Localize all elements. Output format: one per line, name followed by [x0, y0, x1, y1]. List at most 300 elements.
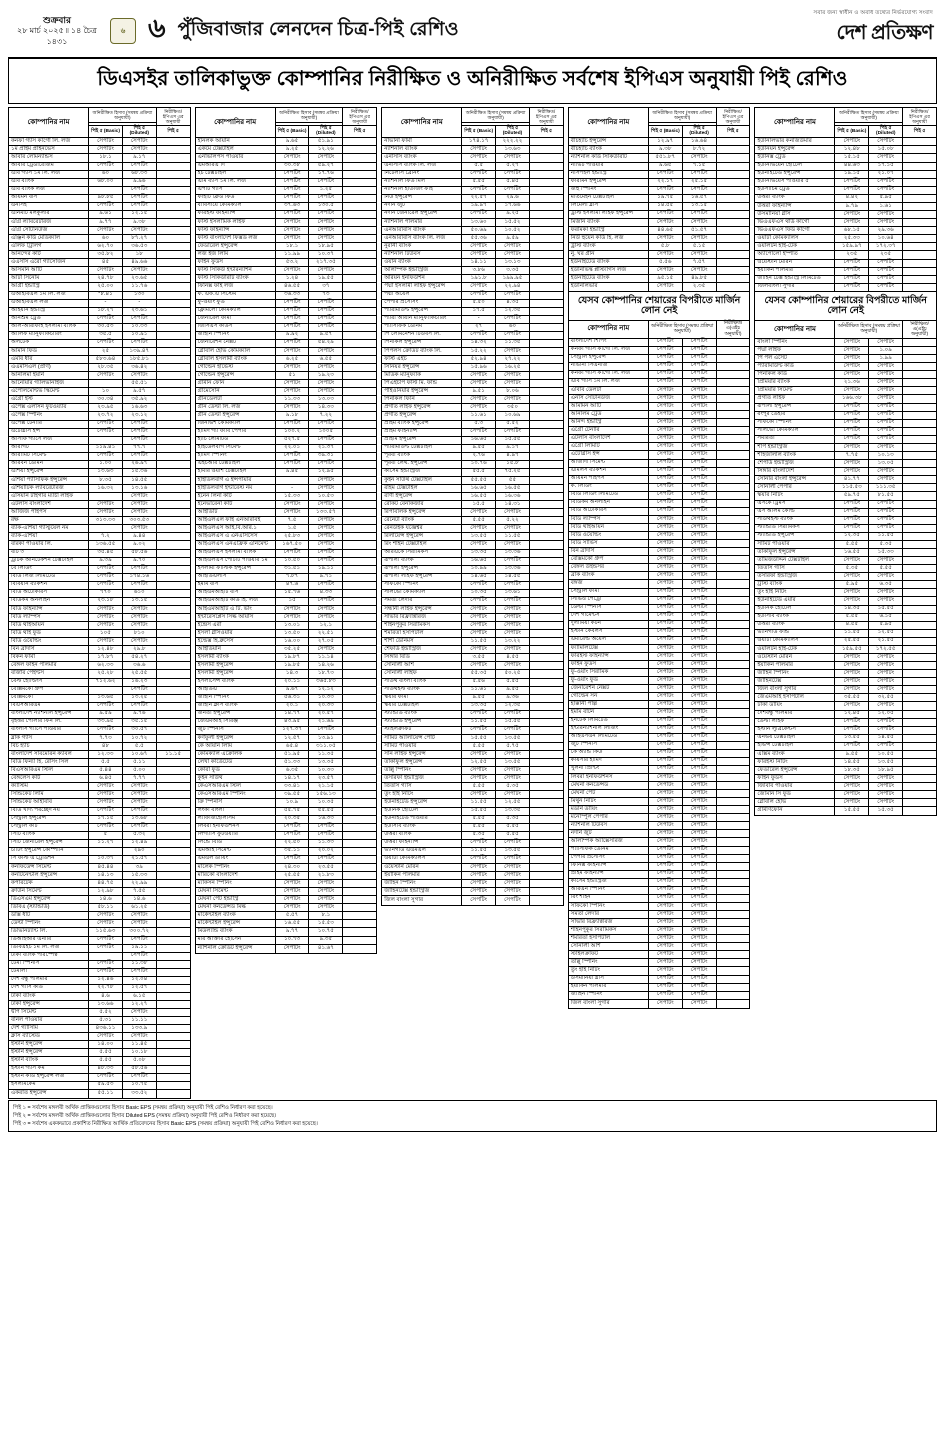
pe-value-cell [156, 847, 190, 855]
pe-value-cell: ১১.২৭ [89, 839, 123, 847]
company-name-cell: পাইওনিয়ার ইন্সুরেন্স [382, 388, 462, 396]
pe-value-cell [529, 734, 563, 742]
pe-value-cell: সেপটিং [682, 725, 716, 733]
pe-value-cell [716, 243, 750, 251]
table-row [568, 669, 750, 677]
table-row [195, 267, 377, 275]
table-row [755, 202, 937, 210]
pe-value-cell: - [462, 315, 496, 323]
company-name-cell: রক্ষ [9, 517, 89, 525]
pe-value-cell [343, 920, 377, 928]
table-row [568, 459, 750, 467]
company-name-cell: নিটেলসি ব্রেনিং [382, 170, 462, 178]
table-row [195, 783, 377, 791]
th-basic: পিই ৫ (Basic) [835, 125, 869, 138]
pe-value-cell [156, 380, 190, 388]
pe-value-cell: ১৪.১৩ [89, 872, 123, 880]
pe-value-cell: সেপটিং [122, 227, 156, 235]
pe-value-cell [529, 847, 563, 855]
pe-value-cell: সেপটিং [648, 878, 682, 886]
pe-value-cell [529, 210, 563, 218]
pe-value-cell: সেপটিং [122, 339, 156, 347]
company-name-cell: সমতা লেদার [382, 597, 462, 605]
pe-value-cell: সেপটিং [648, 386, 682, 394]
pe-value-cell: সেপটিং [462, 509, 496, 517]
table-row [755, 548, 937, 556]
pe-value-cell [343, 638, 377, 646]
pe-value-cell: ১৩.৬৬ [89, 1001, 123, 1009]
company-name-cell: নর্দার্ন জুট [568, 830, 648, 838]
pe-value-cell: ১৩.৫৫ [496, 847, 530, 855]
pe-value-cell: সেপটিং [682, 378, 716, 386]
pe-value-cell [275, 476, 309, 484]
pe-value-cell: সেপটিং [682, 427, 716, 435]
pe-value-cell [529, 428, 563, 436]
pe-value-cell [156, 944, 190, 952]
company-name-cell: ফার্স্ট সিকিউরিটি ব্যাংক [195, 275, 275, 283]
pe-value-cell [156, 1009, 190, 1017]
pe-value-cell: ২১.০৭ [869, 170, 903, 178]
pe-value-cell: ৩৯ [122, 863, 156, 871]
pe-value-cell: সেপটিং [462, 396, 496, 404]
table-row [195, 146, 377, 154]
pe-value-cell: সেপটিং [835, 186, 869, 194]
pe-value-cell [529, 396, 563, 404]
table-row [568, 701, 750, 709]
pe-value-cell: সেপটিং [309, 299, 343, 307]
pe-value-cell [716, 886, 750, 894]
table-row [382, 485, 564, 493]
pe-value-cell: সেপটিং [462, 525, 496, 533]
pe-value-cell [343, 218, 377, 226]
pe-value-cell: সেপটিং [648, 395, 682, 403]
pe-value-cell [529, 541, 563, 549]
table-row [195, 710, 377, 718]
table-row [568, 951, 750, 959]
table-row [755, 767, 937, 775]
pe-value-cell [156, 960, 190, 968]
pe-value-cell: সেপটিং [835, 589, 869, 597]
pe-value-cell [903, 694, 937, 702]
pe-value-cell: ২৫.৩৩ [835, 235, 869, 243]
pe-value-cell [343, 428, 377, 436]
table-row [9, 485, 191, 493]
pe-value-cell: ১৩.১৩ [496, 259, 530, 267]
pe-value-cell: ৬১০ [122, 589, 156, 597]
company-name-cell: ওয়ান ব্যাংক [382, 259, 462, 267]
pe-value-cell: ৯.৭৭ [89, 218, 123, 226]
pe-value-cell: ১১.৩৮ [122, 960, 156, 968]
pe-value-cell: সেপটিং [648, 773, 682, 781]
table-row [9, 565, 191, 573]
pe-value-cell: ১১.৯৯ [275, 251, 309, 259]
table-row [9, 420, 191, 428]
pe-value-cell: - [89, 299, 123, 307]
table-row [195, 283, 377, 291]
company-name-cell: ম্যাকসন স্পিনিং [195, 880, 275, 888]
company-name-cell: কনফা গ্যাস কার্গো লি. লজ [9, 138, 89, 146]
pe-value-cell: সেপটিং [309, 614, 343, 622]
pe-value-cell [529, 726, 563, 734]
table-row [755, 759, 937, 767]
table-row [568, 138, 750, 146]
pe-value-cell [156, 1089, 190, 1098]
pe-value-cell [716, 741, 750, 749]
company-name-cell: সেন্ট্রাল ফার্মা [568, 588, 648, 596]
pe-value-cell: ১৬৬.৩৮ [835, 395, 869, 403]
company-name-cell: ট্রটিক আনটেকশন টেক্সটাইল [9, 557, 89, 565]
pe-value-cell [156, 896, 190, 904]
pe-value-cell [343, 533, 377, 541]
pe-value-cell: ৭.২ [89, 533, 123, 541]
company-name-cell: জাহিনটেক্স ইন্ডাস্ট্রিজ [382, 888, 462, 896]
table-row [755, 403, 937, 411]
pe-value-cell: ৭.৭৩ [89, 734, 123, 742]
pe-value-cell: সেপটিং [835, 573, 869, 581]
pe-value-cell: সেপটিং [648, 612, 682, 620]
company-name-cell: এআইবিএল লজ [9, 299, 89, 307]
company-name-cell: ইউনিভিস্ক প্লাস্ট্যাগস লজ [568, 267, 648, 275]
pe-value-cell: সেপটিং [682, 935, 716, 943]
pe-value-cell: সেপটিং [648, 838, 682, 846]
table-row [568, 814, 750, 822]
pe-value-cell: ৫৮৩.৬৪ [89, 356, 123, 364]
pe-value-cell [343, 339, 377, 347]
pe-value-cell: ৩৬.৪২ [122, 364, 156, 372]
pe-value-cell: ১১.৩৫ [496, 339, 530, 347]
company-name-cell: বিডি অটোকারস [9, 589, 89, 597]
pe-value-cell: সেপটিং [462, 839, 496, 847]
pe-value-cell: সেপটিং [682, 451, 716, 459]
pe-value-cell: সেপটিং [869, 427, 903, 435]
pe-value-cell [529, 275, 563, 283]
table-row [568, 178, 750, 186]
pe-value-cell: সেপটিং [309, 210, 343, 218]
pe-value-cell: ৫.৯৫ [869, 621, 903, 629]
company-name-cell: লংকা বাংলা [195, 807, 275, 815]
pe-value-cell: সেপটিং [835, 347, 869, 355]
pe-value-cell: সেপটিং [309, 347, 343, 355]
pe-value-cell: সেপটিং [309, 831, 343, 839]
table-row [568, 959, 750, 967]
pe-value-cell: সেপটিং [682, 798, 716, 806]
pe-value-cell [529, 831, 563, 839]
company-name-cell: বিবিয়ান ব্যাকশন [9, 581, 89, 589]
company-name-cell: উসমানিয়া গ্লাস [568, 975, 648, 983]
pe-value-cell: ১১.৪৫ [122, 1041, 156, 1049]
pe-value-cell: সেপটিং [869, 662, 903, 670]
pe-value-cell: সেপটিং [275, 347, 309, 355]
pe-value-cell [156, 952, 190, 960]
company-name-cell: গ্রীন ডেল্টা লি. লজ [195, 404, 275, 412]
pe-value-cell [343, 597, 377, 605]
pe-value-cell [156, 831, 190, 839]
company-name-cell: পেপার প্রসেসিং [568, 854, 648, 862]
pe-value-cell: সেপটিং [496, 863, 530, 871]
pe-value-cell [343, 670, 377, 678]
pe-value-cell [716, 411, 750, 419]
table-row [382, 823, 564, 831]
pe-value-cell [343, 863, 377, 871]
pe-value-cell: সেপটিং [122, 912, 156, 920]
brand-tagline: সবার জন্য স্বাধীন ও অবাধ তথ্যের নির্ভরযোগ্য সংবাদ [813, 10, 933, 16]
pe-value-cell: সেপটিং [682, 491, 716, 499]
pe-value-cell: সেপটিং [122, 807, 156, 815]
pe-value-cell: ১১.৩৩ [309, 839, 343, 847]
pe-value-cell: ৪৪.৬৫ [648, 227, 682, 235]
company-name-cell: ফরমিকা ইন্ডাস্ট্রি [568, 227, 648, 235]
table-row [9, 855, 191, 863]
pe-value-cell: ১৮.১ [275, 243, 309, 251]
pe-value-cell: সেপটিং [122, 202, 156, 210]
pe-value-cell: সেপটিং [309, 525, 343, 533]
table-row [195, 259, 377, 267]
pe-value-cell [343, 605, 377, 613]
table-row [9, 630, 191, 638]
table-row [195, 888, 377, 896]
table-row [382, 210, 564, 218]
table-row [382, 170, 564, 178]
company-name-cell: ইউসার্চিম ট্রেড [755, 186, 835, 194]
pe-value-cell: ৬০ [89, 235, 123, 243]
company-name-cell: আইএলএস এনএফ্রিক এনিমেন্ট [195, 541, 275, 549]
company-name-cell: ইস্টার্ন কেবলস [568, 628, 648, 636]
company-name-cell: মেঘনা কনডেন্সড মিল্ক [195, 904, 275, 912]
table-row [382, 863, 564, 871]
pe-value-cell: সেপটিং [648, 210, 682, 218]
company-name-cell: লিমেলা ব্লাস [568, 202, 648, 210]
pe-value-cell: সেপটিং [835, 508, 869, 516]
pe-value-cell: সেপটিং [89, 581, 123, 589]
pe-value-cell: ৯.২৫ [496, 210, 530, 218]
pe-value-cell: ২১.১৫ [309, 783, 343, 791]
pe-value-cell: ৭.১৫ [682, 162, 716, 170]
company-name-cell: বেক্সিমকো গ্রুপ [568, 556, 648, 564]
pe-value-cell [716, 612, 750, 620]
pe-value-cell: সেপটিং [122, 638, 156, 646]
table-row [568, 911, 750, 919]
company-name-cell: সেন্ট্রাল ইন্সুরেন্স [568, 354, 648, 362]
company-name-cell: আরগিট [9, 444, 89, 452]
table-row [195, 436, 377, 444]
pe-value-cell: সেপটিং [275, 944, 309, 953]
pe-value-cell: সেপটিং [275, 178, 309, 186]
pe-value-cell: ১৩.৩৫ [462, 702, 496, 710]
pe-value-cell: ৯.৫৫ [462, 694, 496, 702]
table-row [568, 283, 750, 291]
company-name-cell: এনসিসি ব্যাংক [382, 154, 462, 162]
pe-value-cell: সেপটিং [682, 540, 716, 548]
table-row [9, 138, 191, 146]
pe-value-cell: ১১.১৪ [309, 654, 343, 662]
company-name-cell: সমরিতা [755, 435, 835, 443]
pe-value-cell: ১২.০৪ [122, 976, 156, 984]
company-name-cell: গ্লোবাল হেভি [755, 799, 835, 807]
table-row [382, 299, 564, 307]
pe-value-cell: সেপটিং [648, 475, 682, 483]
table-row [382, 872, 564, 880]
pe-value-cell: ১৩.৬৮ [122, 815, 156, 823]
pe-value-cell [716, 878, 750, 886]
pe-value-cell [716, 806, 750, 814]
pe-value-cell: সেপটিং [682, 210, 716, 218]
pe-value-cell [716, 911, 750, 919]
company-name-cell: বিডি ল্যাম্পস [9, 614, 89, 622]
company-name-cell: জাহান স্পিনিং [195, 694, 275, 702]
pe-value-cell: সেপটিং [648, 170, 682, 178]
pe-value-cell [529, 815, 563, 823]
table-row [568, 378, 750, 386]
pe-value-cell [716, 370, 750, 378]
pe-value-cell [529, 138, 563, 146]
table-row [755, 500, 937, 508]
pe-value-cell [716, 628, 750, 636]
pe-value-cell: ৩৬.৩৩ [275, 291, 309, 299]
pe-value-cell [343, 815, 377, 823]
pe-value-cell: ৩৫.১৫ [122, 718, 156, 726]
pe-value-cell: - [275, 485, 309, 493]
company-name-cell: বাংলাদেশ সাবমেরিন ক্যাবল [9, 751, 89, 759]
pe-value-cell: সেপটিং [122, 186, 156, 194]
pe-value-cell: সেপটিং [89, 726, 123, 734]
pe-value-cell: সেপটিং [869, 267, 903, 275]
table-row [195, 493, 377, 501]
pe-value-cell [156, 726, 190, 734]
pe-value-cell [529, 565, 563, 573]
pe-value-cell [343, 759, 377, 767]
pe-value-cell [529, 839, 563, 847]
table-row [755, 678, 937, 686]
pe-value-cell [343, 872, 377, 880]
pe-value-cell [716, 548, 750, 556]
th-company: কোম্পানির নাম [568, 320, 648, 338]
company-name-cell: গোল্ডেন ইন্সুরেন্স [195, 372, 275, 380]
pe-value-cell [903, 573, 937, 581]
pe-value-cell: সেপটিং [682, 830, 716, 838]
pe-value-cell: সেপটিং [309, 154, 343, 162]
company-name-cell: বিডি ফিন্যা হি. রেসিং সিল [9, 759, 89, 767]
pe-value-cell: ৮১০ [122, 630, 156, 638]
table-row [195, 718, 377, 726]
pe-value-cell [716, 644, 750, 652]
table-row [568, 773, 750, 781]
pe-value-cell: ১৫.৯৬ [462, 364, 496, 372]
table-row [382, 267, 564, 275]
pe-value-cell: ৯.১৭ [496, 444, 530, 452]
table-row [195, 218, 377, 226]
pe-value-cell: সেপটিং [275, 831, 309, 839]
pe-value-cell: ১২.৪৫ [835, 710, 869, 718]
table-row [195, 646, 377, 654]
pe-value-cell: সেপটিং [835, 443, 869, 451]
table-row [195, 565, 377, 573]
pe-value-cell: ২৪.৭৮ [89, 275, 123, 283]
pe-value-cell: ৫.৫৫ [462, 178, 496, 186]
company-name-cell: সাফকো স্পিনিং [568, 902, 648, 910]
pe-value-cell: ৯.৩৯ [89, 557, 123, 565]
table-row [568, 275, 750, 283]
pe-value-cell: সেপটিং [648, 983, 682, 991]
pe-value-cell [529, 364, 563, 372]
table-row [9, 662, 191, 670]
company-name-cell: ন্যাশনাল পলিমার [382, 218, 462, 226]
pe-value-cell: ৫.০৮ [122, 1057, 156, 1065]
table-row [755, 154, 937, 162]
pe-value-cell: ১১.৫৫ [869, 532, 903, 540]
pe-value-cell [716, 403, 750, 411]
table-row [9, 726, 191, 734]
pe-value-cell [156, 468, 190, 476]
company-name-cell: কেমিক্যাল এক্রেলিক [195, 751, 275, 759]
pe-value-cell [529, 597, 563, 605]
pe-value-cell: ১০.৬৪ [869, 235, 903, 243]
pe-value-cell [343, 452, 377, 460]
pe-value-cell: সেপটিং [835, 686, 869, 694]
pe-value-cell: সেপটিং [462, 146, 496, 154]
company-name-cell: বিডি ওয়েল্ডিং [9, 638, 89, 646]
pe-value-cell: ২৯.৮ [122, 646, 156, 654]
table-row [382, 452, 564, 460]
pe-value-cell: সেপটিং [275, 509, 309, 517]
pe-value-cell: ১২.১২ [309, 686, 343, 694]
pe-value-cell [156, 589, 190, 597]
pe-value-cell: সেপটিং [648, 443, 682, 451]
pe-value-cell: সেপটিং [309, 896, 343, 904]
pe-value-cell: সেপটিং [648, 733, 682, 741]
table-row [382, 888, 564, 896]
company-name-cell: সামিট পাওয়ার [382, 743, 462, 751]
pe-value-cell: সেপটিং [869, 211, 903, 219]
pe-value-cell [156, 501, 190, 509]
pe-value-cell [716, 202, 750, 210]
pe-value-cell: সেপটিং [682, 733, 716, 741]
company-name-cell: হামার ওয়াশ টেক্সটাইল [195, 468, 275, 476]
table-row [195, 799, 377, 807]
th-group-margin-sub: নিরীক্ষিত/এ(এইচ অনুযায়ী) [716, 320, 750, 338]
table-row [382, 331, 564, 339]
pe-value-cell [343, 710, 377, 718]
pe-value-cell: ৬০ [496, 323, 530, 331]
table-row [568, 709, 750, 717]
pe-value-cell: সেপটিং [869, 686, 903, 694]
pe-value-cell: সেপটিং [682, 154, 716, 162]
table-row [195, 227, 377, 235]
company-name-cell: পি লেমিনেশন টিউবস লি. [382, 331, 462, 339]
brand-name: দেশ প্রতিক্ষণ [836, 22, 933, 44]
table-row [755, 468, 937, 476]
pe-value-cell: ৪.৬ [89, 992, 123, 1000]
company-name-cell: ফ্লেমিলো কেমিক্যাল [195, 307, 275, 315]
table-row [9, 162, 191, 170]
pe-value-cell: ২১.৬৯ [309, 718, 343, 726]
company-name-cell: আরামিট সিমেন্ট [9, 452, 89, 460]
company-name-cell: নর্দার্ন জেনারেল ইন্সুরেন্স [382, 210, 462, 218]
table-row [382, 460, 564, 468]
table-row [9, 178, 191, 186]
table-row [9, 347, 191, 355]
company-name-cell: সান লাইফ ইন্সুরেন্স [382, 751, 462, 759]
table-row [195, 509, 377, 517]
company-name-cell: ক্রি স্পিনার্স [195, 799, 275, 807]
company-name-cell: কুইন সাউথ [195, 775, 275, 783]
table-row [9, 807, 191, 815]
table-row [568, 210, 750, 218]
table-row [9, 589, 191, 597]
pe-value-cell: ১০.৫০ [275, 557, 309, 565]
table-row [195, 501, 377, 509]
company-name-cell: সিটি ব্যাংক [9, 831, 89, 839]
pe-value-cell: ৬৮.১৫ [835, 227, 869, 235]
